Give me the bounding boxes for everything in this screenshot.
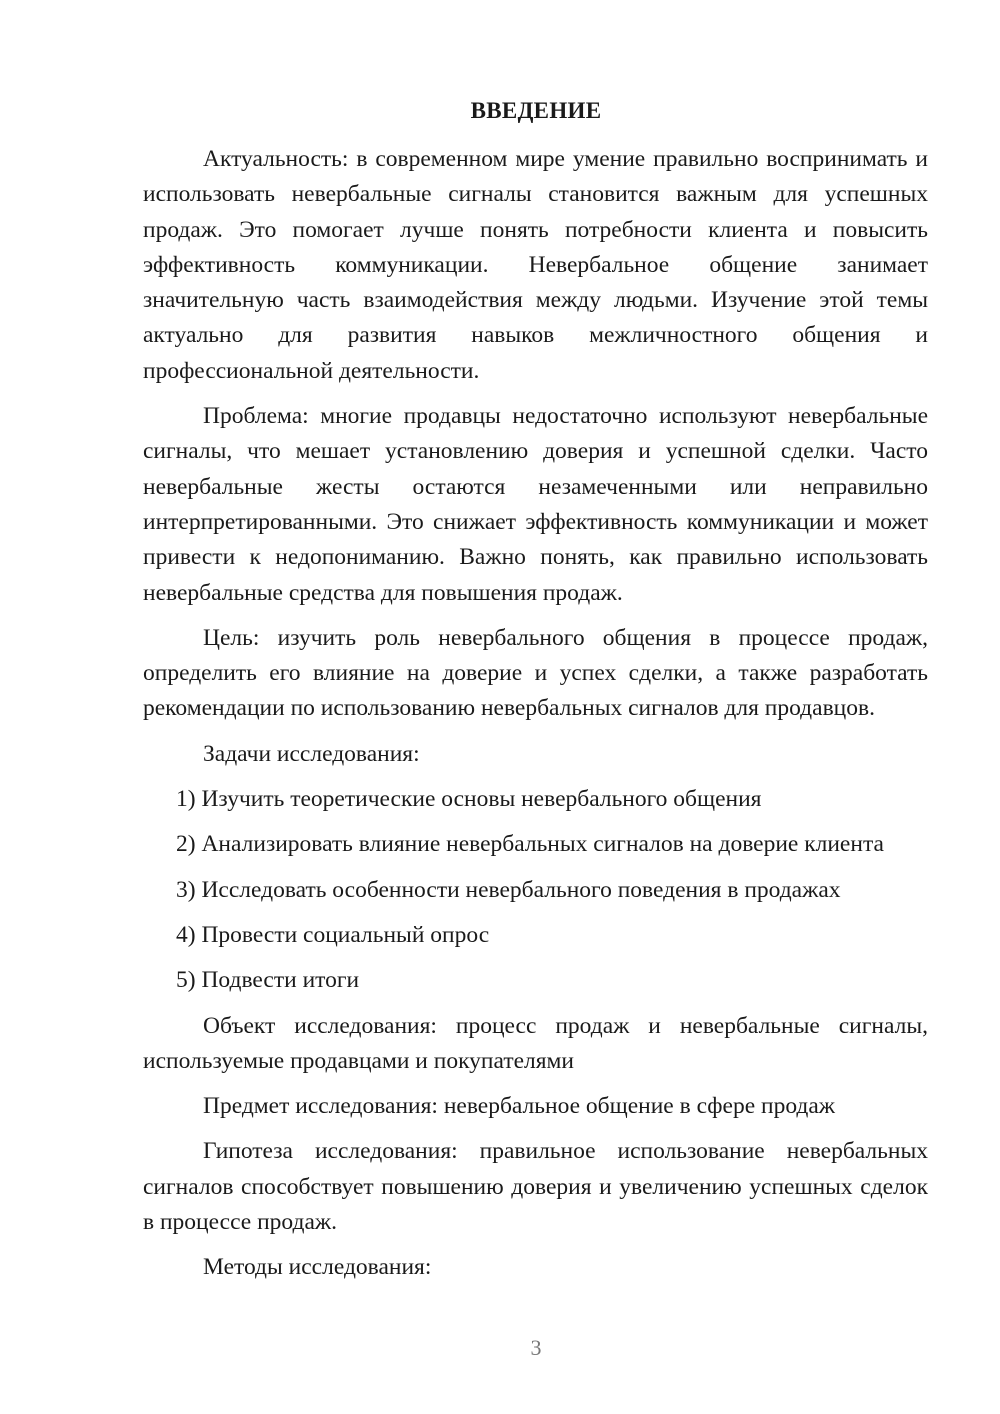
paragraph-methods-heading: Методы исследования: [203, 1254, 432, 1281]
list-item: 3) Исследовать особенности невербального поведения в продажах [176, 876, 841, 903]
page-number: 3 [530, 1335, 542, 1360]
paragraph-problem: Проблема: многие продавцы недостаточно используют невербальные сигналы, что мешает установлению доверия и успешной сделки. Часто невербальные жесты остаются незамеченными или неправильно интерпретированными. Это снижает эффективность коммуникации и может привести к недопониманию. Важно понять, как правильно использовать невербальные средства для повышения продаж. [143, 403, 928, 606]
paragraph-tasks-heading: Задачи исследования: [203, 740, 420, 767]
tasks-list [143, 782, 928, 998]
list-item: 4) Провести социальный опрос [176, 921, 490, 948]
page-title: ВВЕДЕНИЕ [470, 98, 602, 123]
list-item: 1) Изучить теоретические основы невербального общения [176, 786, 762, 813]
list-item: 2) Анализировать влияние невербальных сигналов на доверие клиента [176, 831, 884, 858]
paragraph-object: Объект исследования: процесс продаж и невербальные сигналы, используемые продавцами и покупателями [143, 1012, 928, 1074]
paragraph-hypothesis: Гипотеза исследования: правильное использование невербальных сигналов способствует повышению доверия и увеличению успешных сделок в процессе продаж. [143, 1138, 928, 1236]
list-item: 5) Подвести итоги [176, 967, 360, 994]
paragraph-subject: Предмет исследования: невербальное общение в сфере продаж [203, 1093, 836, 1120]
document-body [143, 142, 928, 1296]
paragraph-relevance: Актуальность: в современном мире умение правильно воспринимать и использовать невербальные сигналы становится важным для успешных продаж. Это помогает лучше понять потребности клиента и повысить эффективность коммуникации. Невербальное общение занимает значительную часть взаимодействия между людьми. Изучение этой темы актуально для развития навыков межличностного общения и профессиональной деятельности. [143, 146, 928, 384]
paragraph-goal: Цель: изучить роль невербального общения в процессе продаж, определить его влияние на доверие и успех сделки, а также разработать рекомендации по использованию невербальных сигналов для продавцов. [143, 624, 928, 722]
